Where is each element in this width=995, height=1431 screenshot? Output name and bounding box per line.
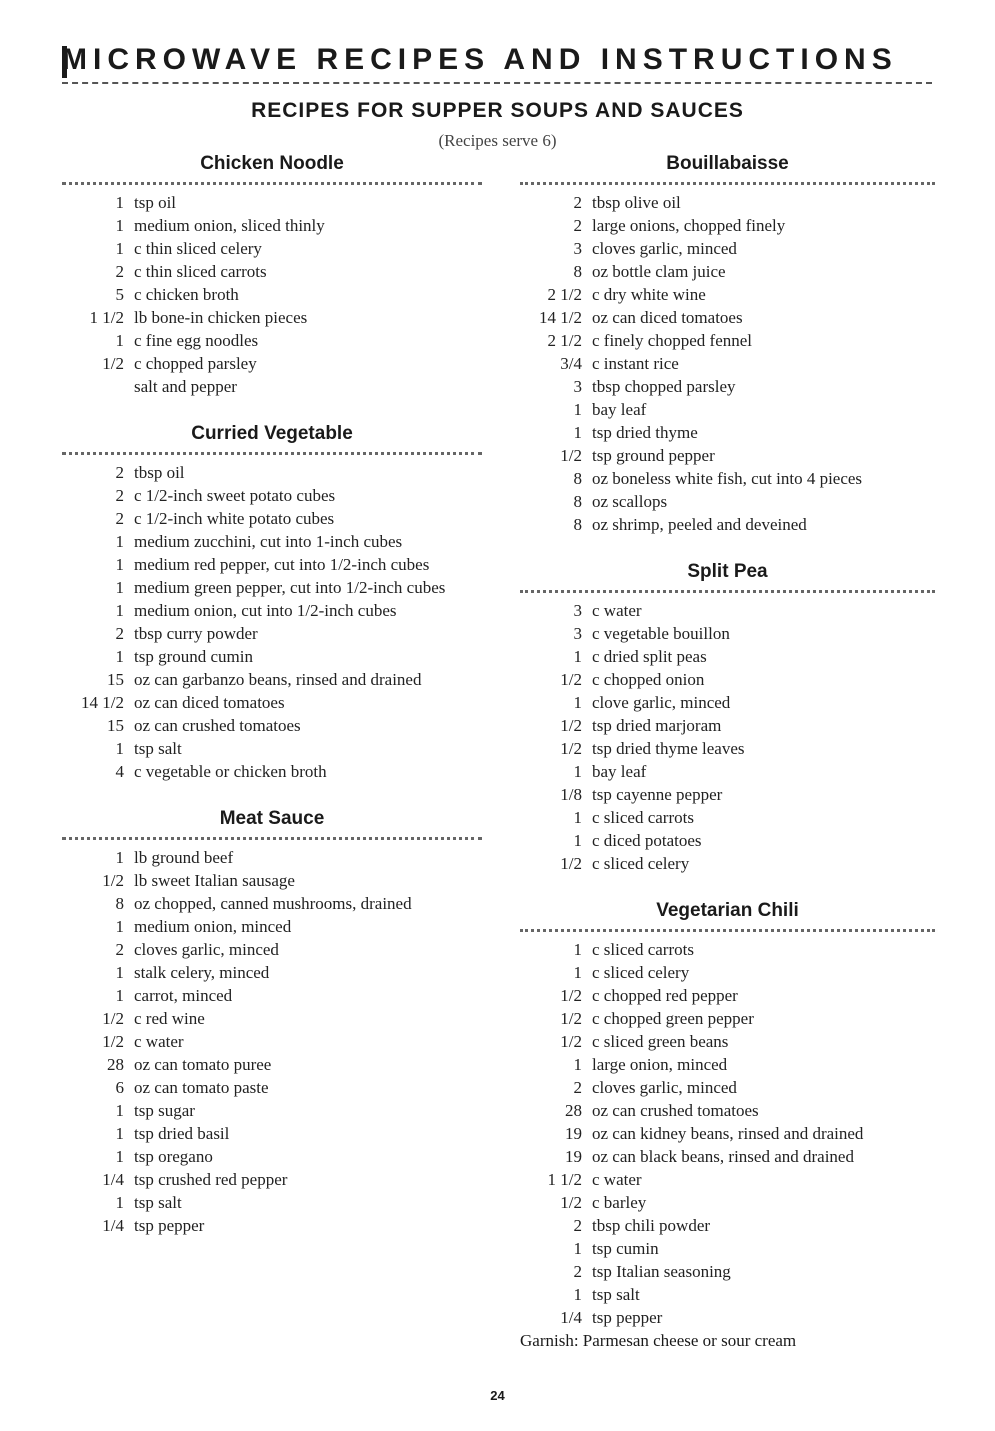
- ingredient-quantity: 8: [115, 894, 124, 913]
- ingredient-item: [62, 329, 482, 352]
- ingredient-item: [62, 283, 482, 306]
- ingredient-text: c thin sliced celery: [134, 239, 262, 258]
- ingredient-text: bay leaf: [592, 400, 647, 419]
- ingredient-item: [62, 760, 482, 783]
- ingredient-quantity: [62, 375, 134, 398]
- ingredient-quantity: 2: [115, 486, 124, 505]
- ingredient-text: oz can diced tomatoes: [592, 308, 743, 327]
- ingredient-text: tsp salt: [134, 1193, 182, 1212]
- ingredient-quantity: 1: [115, 848, 124, 867]
- ingredient-text: cloves garlic, minced: [592, 1078, 737, 1097]
- ingredient-item: [62, 984, 482, 1007]
- ingredient-quantity: 2 1/2: [547, 285, 582, 304]
- recipe-title: Bouillabaisse: [666, 153, 789, 174]
- ingredient-text: oz can tomato paste: [134, 1078, 269, 1097]
- ingredient-item: [520, 1306, 935, 1329]
- ingredient-item: [520, 1168, 935, 1191]
- ingredient-text: c instant rice: [592, 354, 679, 373]
- ingredient-item: [520, 1007, 935, 1030]
- recipe-block: [62, 805, 482, 1237]
- ingredient-text: tsp ground cumin: [134, 647, 253, 666]
- ingredient-quantity: 15: [107, 716, 124, 735]
- ingredient-item: [62, 214, 482, 237]
- ingredient-quantity: 1: [573, 963, 582, 982]
- ingredient-quantity: 2: [573, 193, 582, 212]
- ingredient-quantity: 6: [115, 1078, 124, 1097]
- ingredient-quantity: 2: [115, 509, 124, 528]
- ingredient-quantity: 8: [573, 469, 582, 488]
- ingredient-text: tbsp oil: [134, 463, 185, 482]
- left-column: [62, 150, 482, 1259]
- ingredient-quantity: 1: [115, 986, 124, 1005]
- recipe-block: [520, 150, 935, 536]
- ingredient-quantity: 1 1/2: [89, 308, 124, 327]
- recipe-title-divider: [520, 182, 935, 185]
- ingredient-quantity: 1: [115, 331, 124, 350]
- ingredient-quantity: 1/2: [102, 354, 124, 373]
- recipe-title: Vegetarian Chili: [656, 900, 799, 921]
- ingredient-quantity: 2: [115, 940, 124, 959]
- ingredient-item: [62, 1191, 482, 1214]
- ingredient-text: c thin sliced carrots: [134, 262, 267, 281]
- ingredient-item: [520, 1053, 935, 1076]
- ingredient-text: tbsp curry powder: [134, 624, 258, 643]
- recipe-title-divider: [520, 929, 935, 932]
- ingredient-text: tsp salt: [134, 739, 182, 758]
- ingredient-text: cloves garlic, minced: [592, 239, 737, 258]
- ingredient-text: medium green pepper, cut into 1/2-inch cubes: [134, 578, 446, 597]
- ingredient-text: oz scallops: [592, 492, 668, 511]
- ingredient-quantity: 1/2: [560, 1032, 582, 1051]
- ingredient-text: c sliced celery: [592, 963, 690, 982]
- ingredient-text: lb bone-in chicken pieces: [134, 308, 308, 327]
- ingredient-item: [520, 1191, 935, 1214]
- ingredient-quantity: 2: [115, 624, 124, 643]
- ingredient-item: [520, 260, 935, 283]
- ingredient-item: [62, 553, 482, 576]
- ingredient-item: [520, 1260, 935, 1283]
- ingredient-quantity: 4: [115, 762, 124, 781]
- recipe-title: Split Pea: [687, 561, 768, 582]
- ingredient-quantity: 1/2: [102, 1009, 124, 1028]
- ingredient-text: c 1/2-inch sweet potato cubes: [134, 486, 336, 505]
- recipe-block: [520, 897, 935, 1352]
- ingredient-item: [520, 691, 935, 714]
- ingredient-text: lb sweet Italian sausage: [134, 871, 295, 890]
- recipe-title-divider: [62, 837, 482, 840]
- ingredient-item: [62, 191, 482, 214]
- ingredient-quantity: 2: [573, 1262, 582, 1281]
- ingredient-quantity: 1: [573, 423, 582, 442]
- ingredient-text: oz can kidney beans, rinsed and drained: [592, 1124, 864, 1143]
- ingredient-quantity: 1/2: [102, 871, 124, 890]
- ingredient-quantity: 1/8: [560, 785, 582, 804]
- ingredient-text: tbsp chili powder: [592, 1216, 711, 1235]
- ingredient-text: tsp dried basil: [134, 1124, 230, 1143]
- ingredient-text: large onions, chopped finely: [592, 216, 786, 235]
- recipe-title-divider: [520, 590, 935, 593]
- ingredient-quantity: 1 1/2: [547, 1170, 582, 1189]
- ingredient-text: tsp oregano: [134, 1147, 213, 1166]
- header-divider: [62, 82, 932, 84]
- ingredient-text: tsp Italian seasoning: [592, 1262, 731, 1281]
- ingredient-quantity: 1/2: [560, 1193, 582, 1212]
- ingredient-quantity: 1: [573, 693, 582, 712]
- ingredient-item: [62, 352, 482, 375]
- ingredient-item: [520, 1030, 935, 1053]
- ingredient-item: [62, 645, 482, 668]
- ingredient-text: c red wine: [134, 1009, 205, 1028]
- ingredient-text: tsp pepper: [592, 1308, 663, 1327]
- ingredient-item: [62, 869, 482, 892]
- ingredient-item: [520, 984, 935, 1007]
- ingredient-text: tsp dried thyme: [592, 423, 698, 442]
- ingredient-text: large onion, minced: [592, 1055, 728, 1074]
- ingredient-text: carrot, minced: [134, 986, 233, 1005]
- ingredient-text: oz chopped, canned mushrooms, drained: [134, 894, 412, 913]
- ingredient-list: [520, 938, 935, 1329]
- ingredient-item: [520, 513, 935, 536]
- ingredient-item: [62, 461, 482, 484]
- recipe-block: [520, 558, 935, 875]
- ingredient-quantity: 2 1/2: [547, 331, 582, 350]
- serving-note: (Recipes serve 6): [438, 131, 557, 150]
- ingredient-quantity: 1: [573, 1285, 582, 1304]
- ingredient-quantity: 1/2: [560, 1009, 582, 1028]
- ingredient-item: [520, 1076, 935, 1099]
- ingredient-text: medium onion, minced: [134, 917, 292, 936]
- ingredient-text: salt and pepper: [134, 377, 237, 396]
- ingredient-quantity: 1: [573, 808, 582, 827]
- ingredient-item: [520, 783, 935, 806]
- ingredient-quantity: 8: [573, 492, 582, 511]
- ingredient-item: [520, 375, 935, 398]
- ingredient-quantity: 8: [573, 262, 582, 281]
- ingredient-quantity: 1/2: [560, 854, 582, 873]
- ingredient-quantity: 15: [107, 670, 124, 689]
- ingredient-quantity: 1: [115, 578, 124, 597]
- ingredient-item: [520, 306, 935, 329]
- right-column: [520, 150, 935, 1374]
- ingredient-quantity: 1/4: [102, 1170, 124, 1189]
- ingredient-item: [62, 576, 482, 599]
- ingredient-text: tsp cayenne pepper: [592, 785, 723, 804]
- ingredient-item: [520, 829, 935, 852]
- ingredient-text: tsp dried marjoram: [592, 716, 722, 735]
- ingredient-quantity: 2: [115, 262, 124, 281]
- ingredient-item: [62, 1214, 482, 1237]
- ingredient-quantity: 1: [115, 601, 124, 620]
- ingredient-item: [520, 398, 935, 421]
- ingredient-item: [520, 191, 935, 214]
- recipe-title-divider: [62, 182, 482, 185]
- ingredient-quantity: 1: [115, 963, 124, 982]
- ingredient-text: tsp oil: [134, 193, 177, 212]
- ingredient-item: [520, 714, 935, 737]
- ingredient-quantity: 19: [565, 1124, 582, 1143]
- ingredient-quantity: 19: [565, 1147, 582, 1166]
- ingredient-item: [62, 375, 482, 398]
- ingredient-item: [62, 1168, 482, 1191]
- recipe-block: [62, 420, 482, 783]
- ingredient-quantity: 1: [115, 1101, 124, 1120]
- ingredient-item: [520, 444, 935, 467]
- ingredient-item: [62, 668, 482, 691]
- ingredient-quantity: 3/4: [560, 354, 582, 373]
- ingredient-item: [62, 1122, 482, 1145]
- ingredient-item: [62, 961, 482, 984]
- ingredient-text: c chopped red pepper: [592, 986, 738, 1005]
- ingredient-text: medium red pepper, cut into 1/2-inch cubes: [134, 555, 430, 574]
- ingredient-item: [62, 260, 482, 283]
- ingredient-item: [520, 1283, 935, 1306]
- ingredient-item: [520, 806, 935, 829]
- ingredient-quantity: 1: [115, 216, 124, 235]
- ingredient-item: [520, 737, 935, 760]
- ingredient-text: oz can tomato puree: [134, 1055, 272, 1074]
- ingredient-text: tbsp olive oil: [592, 193, 681, 212]
- ingredient-item: [62, 530, 482, 553]
- ingredient-text: c vegetable or chicken broth: [134, 762, 327, 781]
- ingredient-item: [520, 1099, 935, 1122]
- ingredient-item: [62, 1053, 482, 1076]
- ingredient-item: [520, 283, 935, 306]
- ingredient-quantity: 1/2: [560, 716, 582, 735]
- ingredient-quantity: 3: [573, 624, 582, 643]
- ingredient-item: [62, 691, 482, 714]
- ingredient-item: [62, 846, 482, 869]
- page-number: 24: [490, 1388, 505, 1403]
- ingredient-text: c dry white wine: [592, 285, 706, 304]
- ingredient-item: [62, 892, 482, 915]
- ingredient-item: [520, 645, 935, 668]
- ingredient-quantity: 14 1/2: [539, 308, 582, 327]
- ingredient-item: [62, 237, 482, 260]
- ingredient-quantity: 1: [573, 1239, 582, 1258]
- ingredient-text: c sliced celery: [592, 854, 690, 873]
- ingredient-quantity: 1: [573, 400, 582, 419]
- ingredient-text: c chopped onion: [592, 670, 705, 689]
- ingredient-item: [520, 352, 935, 375]
- ingredient-quantity: 1: [115, 555, 124, 574]
- ingredient-text: tsp salt: [592, 1285, 640, 1304]
- ingredient-item: [520, 622, 935, 645]
- recipe-title: Curried Vegetable: [191, 423, 353, 444]
- ingredient-quantity: 1: [115, 917, 124, 936]
- ingredient-text: oz can garbanzo beans, rinsed and drained: [134, 670, 422, 689]
- ingredient-quantity: 1: [573, 831, 582, 850]
- ingredient-item: [62, 306, 482, 329]
- ingredient-quantity: 28: [565, 1101, 582, 1120]
- ingredient-text: c chopped parsley: [134, 354, 257, 373]
- ingredient-text: tsp crushed red pepper: [134, 1170, 288, 1189]
- ingredient-item: [62, 1145, 482, 1168]
- ingredient-item: [62, 622, 482, 645]
- ingredient-text: c water: [592, 1170, 642, 1189]
- ingredient-text: oz can black beans, rinsed and drained: [592, 1147, 854, 1166]
- ingredient-text: oz boneless white fish, cut into 4 pieces: [592, 469, 863, 488]
- ingredient-list: [520, 191, 935, 536]
- ingredient-quantity: 3: [573, 239, 582, 258]
- ingredient-item: [520, 599, 935, 622]
- ingredient-item: [62, 1030, 482, 1053]
- ingredient-text: c chopped green pepper: [592, 1009, 754, 1028]
- ingredient-text: tsp ground pepper: [592, 446, 715, 465]
- ingredient-text: c chicken broth: [134, 285, 239, 304]
- ingredient-text: medium onion, sliced thinly: [134, 216, 325, 235]
- ingredient-text: oz shrimp, peeled and deveined: [592, 515, 807, 534]
- ingredient-item: [520, 1237, 935, 1260]
- ingredient-list: [62, 846, 482, 1237]
- ingredient-list: [62, 191, 482, 398]
- ingredient-item: [62, 915, 482, 938]
- ingredient-text: c fine egg noodles: [134, 331, 259, 350]
- ingredient-quantity: 3: [573, 601, 582, 620]
- ingredient-text: bay leaf: [592, 762, 647, 781]
- garnish-note: Garnish: Parmesan cheese or sour cream: [520, 1331, 797, 1350]
- ingredient-quantity: 1: [115, 1193, 124, 1212]
- ingredient-quantity: 1/4: [102, 1216, 124, 1235]
- ingredient-item: [62, 1007, 482, 1030]
- ingredient-text: tsp sugar: [134, 1101, 195, 1120]
- ingredient-quantity: 28: [107, 1055, 124, 1074]
- ingredient-text: cloves garlic, minced: [134, 940, 279, 959]
- ingredient-quantity: 14 1/2: [81, 693, 124, 712]
- ingredient-quantity: 1/2: [102, 1032, 124, 1051]
- ingredient-item: [520, 214, 935, 237]
- ingredient-quantity: 1/2: [560, 670, 582, 689]
- ingredient-quantity: 1: [573, 647, 582, 666]
- ingredient-text: c sliced carrots: [592, 808, 694, 827]
- ingredient-quantity: 1: [115, 647, 124, 666]
- ingredient-quantity: 1/2: [560, 986, 582, 1005]
- ingredient-text: oz can crushed tomatoes: [592, 1101, 759, 1120]
- ingredient-item: [62, 484, 482, 507]
- ingredient-quantity: 1: [573, 762, 582, 781]
- ingredient-item: [62, 599, 482, 622]
- ingredient-item: [520, 237, 935, 260]
- ingredient-text: lb ground beef: [134, 848, 234, 867]
- ingredient-item: [62, 714, 482, 737]
- ingredient-text: c water: [592, 601, 642, 620]
- ingredient-text: tbsp chopped parsley: [592, 377, 736, 396]
- ingredient-quantity: 1: [573, 940, 582, 959]
- ingredient-item: [62, 1076, 482, 1099]
- ingredient-item: [520, 1214, 935, 1237]
- ingredient-text: c sliced green beans: [592, 1032, 729, 1051]
- ingredient-item: [520, 421, 935, 444]
- ingredient-item: [62, 737, 482, 760]
- recipe-block: [62, 150, 482, 398]
- recipe-title: Chicken Noodle: [200, 153, 344, 174]
- ingredient-text: c 1/2-inch white potato cubes: [134, 509, 335, 528]
- ingredient-list: [62, 461, 482, 783]
- ingredient-item: [62, 507, 482, 530]
- ingredient-item: [62, 1099, 482, 1122]
- ingredient-item: [520, 961, 935, 984]
- ingredient-item: [520, 467, 935, 490]
- ingredient-quantity: 1: [573, 1055, 582, 1074]
- ingredient-text: oz bottle clam juice: [592, 262, 726, 281]
- ingredient-quantity: 3: [573, 377, 582, 396]
- ingredient-text: oz can diced tomatoes: [134, 693, 285, 712]
- ingredient-list: [520, 599, 935, 875]
- ingredient-text: c barley: [592, 1193, 647, 1212]
- recipe-title-divider: [62, 452, 482, 455]
- ingredient-item: [62, 938, 482, 961]
- ingredient-text: c finely chopped fennel: [592, 331, 753, 350]
- ingredient-quantity: 1/2: [560, 446, 582, 465]
- ingredient-text: c sliced carrots: [592, 940, 694, 959]
- ingredient-item: [520, 1122, 935, 1145]
- ingredient-text: medium onion, cut into 1/2-inch cubes: [134, 601, 397, 620]
- ingredient-text: c dried split peas: [592, 647, 707, 666]
- ingredient-text: c water: [134, 1032, 184, 1051]
- ingredient-quantity: 1/2: [560, 739, 582, 758]
- ingredient-quantity: 1: [115, 739, 124, 758]
- ingredient-item: [520, 760, 935, 783]
- ingredient-item: [520, 852, 935, 875]
- ingredient-quantity: 2: [115, 463, 124, 482]
- section-title: RECIPES FOR SUPPER SOUPS AND SAUCES: [251, 99, 744, 122]
- ingredient-quantity: 2: [573, 216, 582, 235]
- ingredient-text: clove garlic, minced: [592, 693, 731, 712]
- ingredient-quantity: 1/4: [560, 1308, 582, 1327]
- recipe-title: Meat Sauce: [219, 808, 325, 829]
- ingredient-text: c diced potatoes: [592, 831, 702, 850]
- ingredient-item: [520, 1145, 935, 1168]
- ingredient-text: tsp pepper: [134, 1216, 205, 1235]
- ingredient-text: c vegetable bouillon: [592, 624, 730, 643]
- ingredient-text: stalk celery, minced: [134, 963, 270, 982]
- ingredient-text: oz can crushed tomatoes: [134, 716, 301, 735]
- ingredient-quantity: 2: [573, 1078, 582, 1097]
- ingredient-quantity: 1: [115, 193, 124, 212]
- ingredient-quantity: 5: [115, 285, 124, 304]
- page-header-title: MICROWAVE RECIPES AND INSTRUCTIONS: [62, 43, 898, 76]
- ingredient-quantity: 1: [115, 239, 124, 258]
- ingredient-item: [520, 490, 935, 513]
- ingredient-text: tsp dried thyme leaves: [592, 739, 745, 758]
- ingredient-text: medium zucchini, cut into 1-inch cubes: [134, 532, 403, 551]
- ingredient-quantity: 1: [115, 532, 124, 551]
- ingredient-quantity: 1: [115, 1147, 124, 1166]
- ingredient-item: [520, 938, 935, 961]
- ingredient-quantity: 8: [573, 515, 582, 534]
- ingredient-item: [520, 329, 935, 352]
- ingredient-quantity: 2: [573, 1216, 582, 1235]
- ingredient-text: tsp cumin: [592, 1239, 659, 1258]
- ingredient-quantity: 1: [115, 1124, 124, 1143]
- ingredient-item: [520, 668, 935, 691]
